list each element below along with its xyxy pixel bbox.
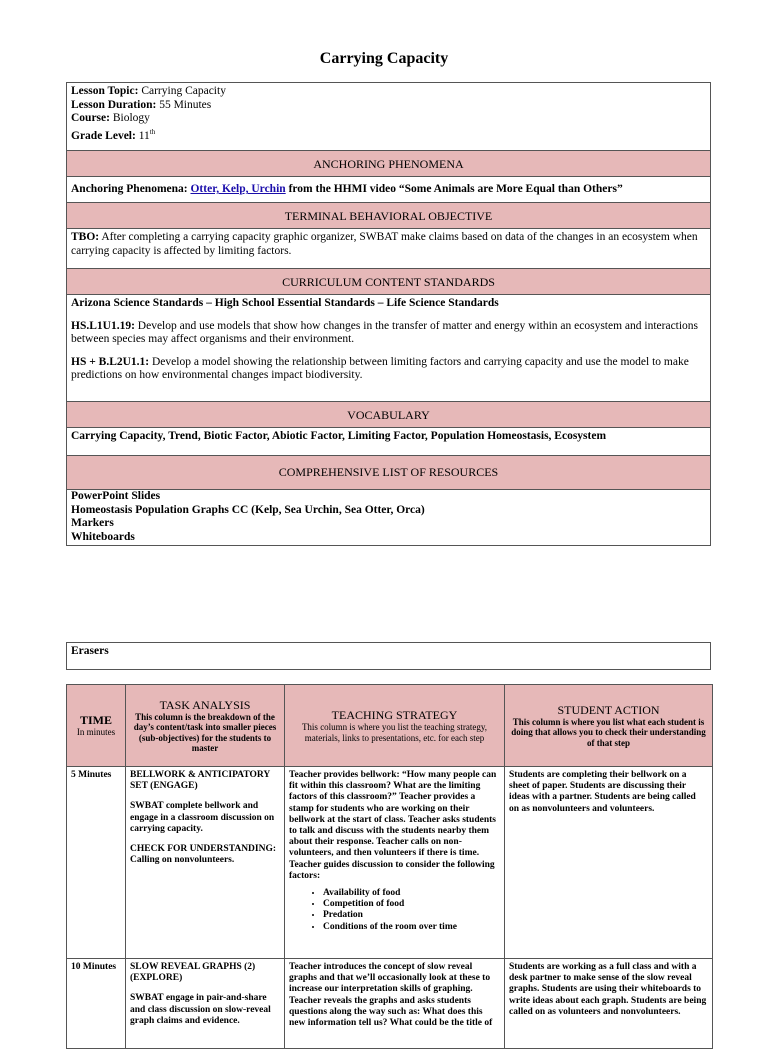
resource-item: Erasers bbox=[71, 645, 109, 657]
standards-row bbox=[67, 295, 710, 402]
tbo-header: TERMINAL BEHAVIORAL OBJECTIVE bbox=[67, 203, 710, 229]
task-title: SLOW REVEAL GRAPHS (2) (EXPLORE) bbox=[130, 962, 256, 984]
action-header-title: STUDENT ACTION bbox=[557, 702, 660, 717]
time-header-sub: In minutes bbox=[76, 727, 116, 738]
anchoring-row bbox=[67, 177, 710, 203]
strategy-header-sub: This column is where you list the teaching strategy, materials, links to presentations, etc. for each step bbox=[301, 722, 488, 743]
table-header-row bbox=[67, 685, 713, 767]
task-check: CHECK FOR UNDERSTANDING: Calling on nonvolunteers. bbox=[130, 844, 277, 866]
lesson-details bbox=[67, 83, 710, 151]
action-cell: Students are working as a full class and with a desk partner to make sense of the slow reveal graphs. Students are using their whiteboards to write ideas about each graph. Students are being called on as volunteers and nonvolunteers. bbox=[505, 959, 713, 1049]
resource-item: Markers bbox=[71, 517, 114, 529]
tbo-row bbox=[67, 229, 710, 269]
task-header-sub: This column is the breakdown of the day’s content/task into smaller pieces (sub-objectives) for the students to master bbox=[133, 711, 277, 753]
resources-list bbox=[67, 490, 710, 545]
resource-item: PowerPoint Slides bbox=[71, 490, 161, 502]
standards-title: Arizona Science Standards – High School Essential Standards – Life Science Standards bbox=[71, 297, 499, 309]
grade-suffix: th bbox=[149, 127, 156, 136]
action-cell: Students are completing their bellwork on a sheet of paper. Students are discussing their ideas with a partner. Students are being called on as nonvolunteers and volunteers. bbox=[505, 767, 713, 959]
time-cell: 5 Minutes bbox=[67, 767, 126, 959]
strategy-header-title: TEACHING STRATEGY bbox=[331, 708, 458, 722]
task-body: SWBAT engage in pair-and-share and class discussion on slow-reveal graph claims and evidence. bbox=[130, 993, 271, 1026]
list-item: • Competition of food bbox=[323, 899, 500, 910]
page-title: Carrying Capacity bbox=[319, 50, 449, 67]
strategy-header bbox=[285, 685, 505, 767]
task-header bbox=[126, 685, 285, 767]
anchoring-header: ANCHORING PHENOMENA bbox=[67, 151, 710, 177]
task-body: SWBAT complete bellwork and engage in a classroom discussion on carrying capacity. bbox=[130, 801, 275, 834]
strategy-text: Teacher provides bellwork: “How many people can fit within this classroom? What are the limiting factors of this classroom?” Teacher provides a stamp for students who are working on their bellwork at the start of class. Teacher asks students to talk and discuss with the students nearby them about their response. Teacher calls on non-volunteers, and then volunteers if there is time. Teacher guides discussion to consider the following factors: bbox=[289, 770, 497, 881]
list-item: • Predation bbox=[323, 910, 500, 921]
lesson-plan-table bbox=[66, 684, 713, 1049]
standard-text-2: Develop a model showing the relationship between limiting factors and carrying capacity and use the model to make predictions on how environmental changes impact biodiversity. bbox=[71, 355, 689, 381]
strategy-cell: Teacher introduces the concept of slow reveal graphs and that we’ll occasionally look at these to increase our interpretation skills of graphing. Teacher reveals the graphs and asks students questions along the way such as: What does this new information tell us? What could be the title of bbox=[285, 959, 505, 1049]
time-cell: 10 Minutes bbox=[67, 959, 126, 1049]
vocabulary-text: Carrying Capacity, Trend, Biotic Factor, Abiotic Factor, Limiting Factor, Population Homeostasis, Ecosystem bbox=[67, 428, 710, 456]
standard-code-2: HS + B.L2U1.1: bbox=[71, 355, 150, 368]
list-item: • Conditions of the room over time bbox=[323, 922, 500, 933]
standard-text-1: Develop and use models that show how changes in the transfer of matter and energy within an ecosystem and interactions between species may affect organisms and their environment. bbox=[71, 319, 699, 345]
duration-value: 55 Minutes bbox=[159, 98, 212, 111]
lesson-info-table bbox=[66, 82, 711, 546]
task-cell bbox=[126, 959, 285, 1049]
task-title: BELLWORK & ANTICIPATORY SET (ENGAGE) bbox=[130, 770, 270, 792]
grade-value: 11 bbox=[138, 129, 150, 142]
topic-label: Lesson Topic: bbox=[71, 85, 139, 97]
resources-header: COMPREHENSIVE LIST OF RESOURCES bbox=[67, 456, 710, 490]
strategy-cell bbox=[285, 767, 505, 959]
table-row bbox=[67, 959, 713, 1049]
action-header-sub: This column is where you list what each student is doing that allows you to check their understanding of that step bbox=[511, 716, 706, 748]
table-row bbox=[67, 767, 713, 959]
standard-code-1: HS.L1U1.19: bbox=[71, 319, 135, 332]
resource-item: Homeostasis Population Graphs CC (Kelp, Sea Urchin, Sea Otter, Orca) bbox=[71, 503, 425, 516]
tbo-label: TBO: bbox=[71, 231, 100, 243]
time-header bbox=[67, 685, 126, 767]
tbo-text: After completing a carrying capacity graphic organizer, SWBAT make claims based on data of the changes in an ecosystem when carrying capacity is affected by limiting factors. bbox=[71, 231, 698, 257]
resource-item: Whiteboards bbox=[71, 530, 135, 543]
topic-value: Carrying Capacity bbox=[141, 85, 226, 97]
standards-header: CURRICULUM CONTENT STANDARDS bbox=[67, 269, 710, 295]
anchoring-label: Anchoring Phenomena: bbox=[71, 183, 188, 195]
grade-label: Grade Level: bbox=[71, 129, 136, 142]
anchoring-text: from the HHMI video “Some Animals are More Equal than Others” bbox=[288, 183, 623, 195]
duration-label: Lesson Duration: bbox=[71, 98, 157, 111]
list-item: • Availability of food bbox=[323, 888, 500, 899]
resources-continued bbox=[66, 642, 711, 670]
anchoring-link[interactable]: Otter, Kelp, Urchin bbox=[190, 183, 286, 195]
task-header-title: TASK ANALYSIS bbox=[159, 697, 251, 712]
task-cell bbox=[126, 767, 285, 959]
course-label: Course: bbox=[71, 112, 110, 124]
action-header bbox=[505, 685, 713, 767]
course-value: Biology bbox=[112, 112, 150, 124]
vocabulary-header: VOCABULARY bbox=[67, 402, 710, 428]
factor-list bbox=[289, 888, 500, 933]
time-header-title: TIME bbox=[79, 713, 112, 728]
